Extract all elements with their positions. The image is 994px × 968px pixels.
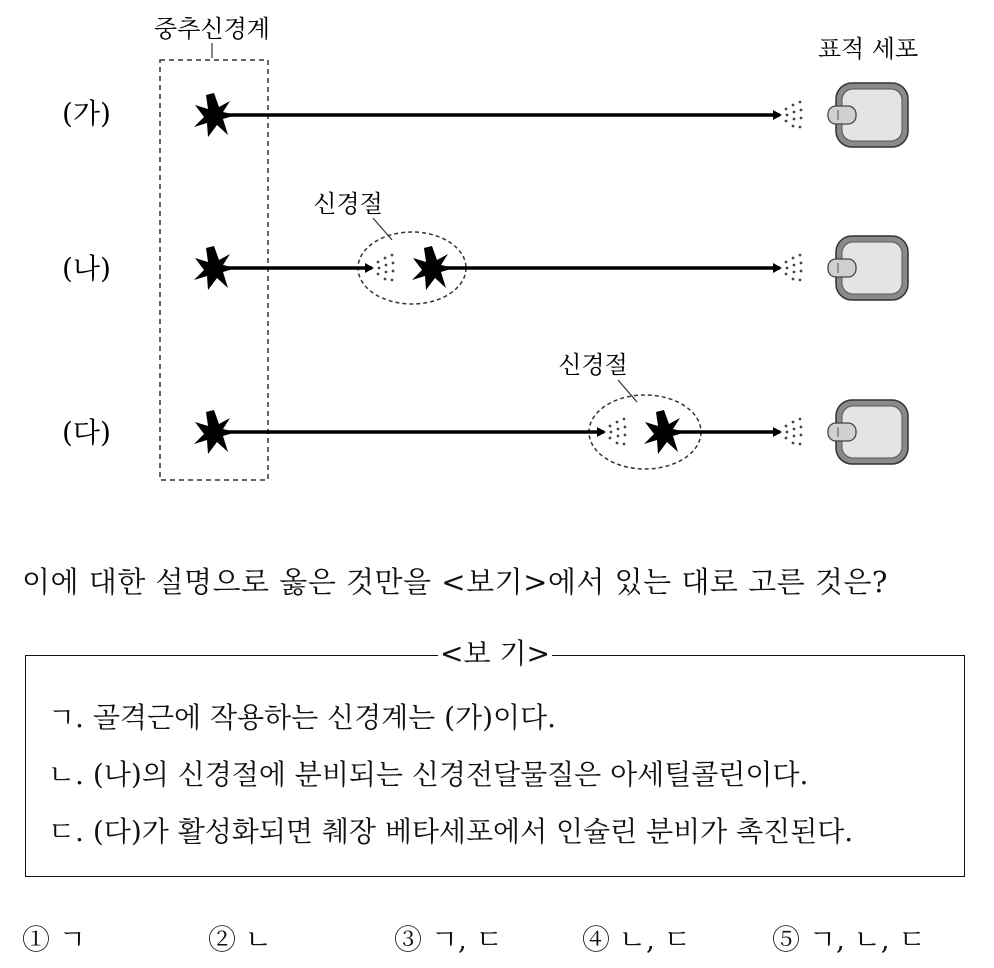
cns-label: 중추신경계 [154, 15, 270, 43]
target-cell-ga [828, 83, 908, 147]
ganglion-label-na: 신경절 [313, 190, 383, 218]
cell-body-da [194, 410, 236, 454]
bogi-box [25, 637, 965, 877]
choice-2[interactable]: ② ㄴ [208, 923, 272, 956]
neuron-path-da [194, 400, 908, 464]
choice-4[interactable]: ④ ㄴ, ㄷ [582, 923, 691, 956]
target-cell-na [828, 236, 908, 300]
bogi-item-nieun: ㄴ. (나)의 신경절에 분비되는 신경전달물질은 아세틸콜린이다. [48, 758, 809, 791]
question-text: 이에 대한 설명으로 옳은 것만을 <보기>에서 있는 대로 고른 것은? [22, 565, 888, 599]
postganglionic-body-na [412, 246, 454, 290]
ganglion-leader-na [373, 218, 392, 240]
neuron-path-ga [194, 83, 908, 147]
row-label-na: (나) [62, 252, 111, 285]
ganglion-synapse-na [365, 254, 394, 282]
ganglion-synapse-da [597, 418, 626, 446]
cell-body-na [194, 246, 236, 290]
postganglionic-body-da [644, 410, 686, 454]
row-label-ga: (가) [62, 97, 111, 130]
target-cell-label: 표적 세포 [817, 35, 919, 63]
bogi-item-giyeok: ㄱ. 골격근에 작용하는 신경계는 (가)이다. [48, 701, 557, 734]
choice-3[interactable]: ③ ㄱ, ㄷ [394, 923, 503, 956]
answer-choices [22, 918, 982, 958]
ganglion-label-da: 신경절 [558, 351, 628, 379]
choice-5[interactable]: ⑤ ㄱ, ㄴ, ㄷ [772, 923, 926, 956]
choice-1[interactable]: ① ㄱ [22, 923, 86, 956]
target-cell-da [828, 400, 908, 464]
bogi-title: <보 기> [440, 637, 550, 670]
synapse-terminal-da [773, 418, 802, 446]
synapse-terminal-ga [773, 101, 802, 129]
bogi-item-digeut: ㄷ. (다)가 활성화되면 췌장 베타세포에서 인슐린 분비가 촉진된다. [48, 815, 854, 848]
synapse-terminal-na [773, 254, 802, 282]
row-label-da: (다) [62, 416, 111, 449]
cell-body-ga [194, 93, 236, 137]
neuron-path-na [194, 236, 908, 300]
